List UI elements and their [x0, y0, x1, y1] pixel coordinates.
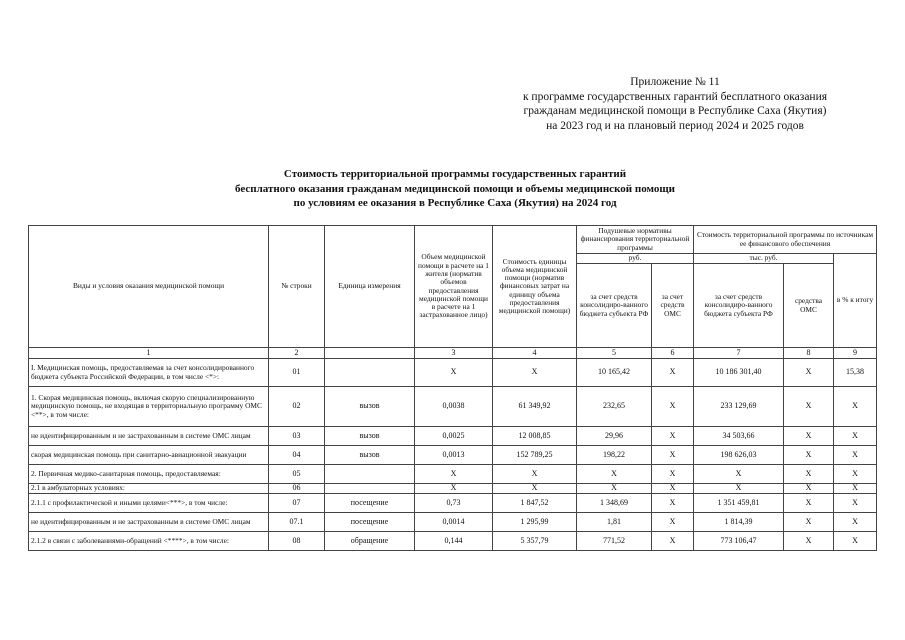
cell-pc-budget: Х [577, 465, 652, 484]
cell-t-oms: Х [784, 446, 834, 465]
column-number: 5 [577, 348, 652, 359]
table-row [29, 465, 877, 484]
cell-pc-oms: Х [652, 494, 694, 513]
cell-unit: вызов [325, 387, 415, 427]
cell-name: не идентифицированным и не застрахованным в системе ОМС лицам [29, 427, 269, 446]
cell-volume: 0,73 [415, 494, 493, 513]
cell-name: 2. Первичная медико-санитарная помощь, предоставляемая: [29, 465, 269, 484]
cell-t-budget: 198 626,03 [694, 446, 784, 465]
header-pc-budget: за счет средств консолидиро-ванного бюджета субъекта РФ [577, 264, 652, 348]
cell-name: не идентифицированным и не застрахованным в системе ОМС лицам [29, 513, 269, 532]
cell-unit: вызов [325, 446, 415, 465]
header-kind: Виды и условия оказания медицинской помощи [29, 226, 269, 348]
cell-name: 2.1.1 с профилактической и иными целями<***>, в том числе: [29, 494, 269, 513]
cell-name: 2.1.2 в связи с заболеваниями-обращений <****>, в том числе: [29, 532, 269, 551]
cell-t-pct: Х [834, 387, 877, 427]
header-pc-oms: за счет средств ОМС [652, 264, 694, 348]
column-number: 2 [269, 348, 325, 359]
cell-t-budget: 10 186 301,40 [694, 359, 784, 387]
table-row [29, 494, 877, 513]
cell-t-oms: Х [784, 465, 834, 484]
appendix-line-1: Приложение № 11 [630, 76, 720, 88]
cell-volume: 0,0025 [415, 427, 493, 446]
header-total-budget: за счет средств консолидиро-ванного бюджета субъекта РФ [694, 264, 784, 348]
header-unit: Единица измерения [325, 226, 415, 348]
cell-t-oms: Х [784, 484, 834, 494]
cell-t-pct: Х [834, 513, 877, 532]
cell-t-oms: Х [784, 359, 834, 387]
header-total-pct: в % к итогу [834, 254, 877, 348]
cell-t-budget: 233 129,69 [694, 387, 784, 427]
cell-pc-oms: Х [652, 513, 694, 532]
cell-unit: обращение [325, 532, 415, 551]
cell-t-oms: Х [784, 494, 834, 513]
header-row-no: № строки [269, 226, 325, 348]
cell-pc-oms: Х [652, 532, 694, 551]
cell-pc-budget: 771,52 [577, 532, 652, 551]
cell-no: 01 [269, 359, 325, 387]
cell-name: 1. Скорая медицинская помощь, включая скорую специализированную медицинскую помощь, не входящая в территориальную программу ОМС <**>, в том числе: [29, 387, 269, 427]
cell-cost: 12 008,85 [493, 427, 577, 446]
cell-no: 08 [269, 532, 325, 551]
cell-unit: посещение [325, 494, 415, 513]
cell-no: 05 [269, 465, 325, 484]
column-number: 4 [493, 348, 577, 359]
cell-volume: 0,0013 [415, 446, 493, 465]
appendix-line-3: гражданам медицинской помощи в Республике Саха (Якутия) [523, 105, 827, 117]
cell-pc-oms: Х [652, 465, 694, 484]
cell-t-budget: 34 503,66 [694, 427, 784, 446]
cell-t-pct: 15,38 [834, 359, 877, 387]
cell-unit [325, 359, 415, 387]
cell-pc-budget: 10 165,42 [577, 359, 652, 387]
column-number-row [29, 348, 877, 359]
cell-cost: Х [493, 359, 577, 387]
appendix-header [480, 75, 870, 133]
cell-t-pct: Х [834, 446, 877, 465]
column-number: 7 [694, 348, 784, 359]
cell-no: 02 [269, 387, 325, 427]
cell-t-oms: Х [784, 387, 834, 427]
cell-pc-oms: Х [652, 427, 694, 446]
cell-name: I. Медицинская помощь, предоставляемая за счет консолидированного бюджета субъекта Российской Федерации, в том числе <*>: [29, 359, 269, 387]
cell-volume: Х [415, 465, 493, 484]
cell-t-budget: 773 106,47 [694, 532, 784, 551]
column-number: 1 [29, 348, 269, 359]
cell-cost: 61 349,92 [493, 387, 577, 427]
cell-t-pct: Х [834, 494, 877, 513]
cell-pc-oms: Х [652, 484, 694, 494]
table-row [29, 532, 877, 551]
header-total-unit: тыс. руб. [694, 254, 834, 264]
document-title [20, 167, 890, 211]
cell-no: 06 [269, 484, 325, 494]
cell-unit [325, 484, 415, 494]
cell-t-oms: Х [784, 513, 834, 532]
header-volume: Объем медицинской помощи в расчете на 1 жителя (норматив объемов предоставления медицинской помощи в расчете на 1 застрахованное лицо) [415, 226, 493, 348]
cell-volume: 0,0038 [415, 387, 493, 427]
cell-cost: 152 789,25 [493, 446, 577, 465]
cell-t-budget: 1 814,39 [694, 513, 784, 532]
cell-pc-oms: Х [652, 446, 694, 465]
cell-volume: 0,144 [415, 532, 493, 551]
cell-name: 2.1 в амбулаторных условиях: [29, 484, 269, 494]
cell-pc-oms: Х [652, 387, 694, 427]
title-line-2: бесплатного оказания гражданам медицинской помощи и объемы медицинской помощи [235, 182, 675, 195]
cell-pc-budget: 198,22 [577, 446, 652, 465]
header-cost: Стоимость единицы объема медицинской помощи (норматив финансовых затрат на единицу объема предоставления медицинской помощи) [493, 226, 577, 348]
cell-cost: 5 357,79 [493, 532, 577, 551]
header-per-capita: Подушевые нормативы финансирования территориальной программы [577, 226, 694, 254]
cell-t-pct: Х [834, 427, 877, 446]
cell-pc-oms: Х [652, 359, 694, 387]
cell-cost: 1 847,52 [493, 494, 577, 513]
table-row [29, 427, 877, 446]
cell-t-pct: Х [834, 532, 877, 551]
cell-unit: вызов [325, 427, 415, 446]
cell-t-pct: Х [834, 465, 877, 484]
cell-pc-budget: 1,81 [577, 513, 652, 532]
cell-pc-budget: Х [577, 484, 652, 494]
cell-t-budget: 1 351 459,81 [694, 494, 784, 513]
cell-no: 07.1 [269, 513, 325, 532]
cell-no: 04 [269, 446, 325, 465]
table-row [29, 446, 877, 465]
table-row [29, 359, 877, 387]
cell-pc-budget: 29,96 [577, 427, 652, 446]
table-row [29, 387, 877, 427]
title-line-1: Стоимость территориальной программы государственных гарантий [283, 168, 627, 180]
cell-cost: 1 295,99 [493, 513, 577, 532]
cell-volume: 0,0014 [415, 513, 493, 532]
column-number: 6 [652, 348, 694, 359]
header-total-oms: средства ОМС [784, 264, 834, 348]
cell-no: 03 [269, 427, 325, 446]
table-row [29, 484, 877, 494]
cell-t-oms: Х [784, 532, 834, 551]
cell-cost: Х [493, 484, 577, 494]
appendix-line-4: на 2023 год и на плановый период 2024 и 2025 годов [546, 119, 804, 132]
title-line-3: по условиям ее оказания в Республике Саха (Якутия) на 2024 год [293, 197, 617, 209]
column-number: 8 [784, 348, 834, 359]
cell-cost: Х [493, 465, 577, 484]
cell-unit: посещение [325, 513, 415, 532]
cell-volume: Х [415, 359, 493, 387]
column-number [325, 348, 415, 359]
table-row [29, 513, 877, 532]
cell-unit [325, 465, 415, 484]
cell-pc-budget: 232,65 [577, 387, 652, 427]
cell-name: скорая медицинская помощь при санитарно-авиационной эвакуации [29, 446, 269, 465]
cell-no: 07 [269, 494, 325, 513]
program-cost-table [28, 225, 877, 551]
cell-pc-budget: 1 348,69 [577, 494, 652, 513]
column-number: 3 [415, 348, 493, 359]
cell-t-oms: Х [784, 427, 834, 446]
header-per-capita-unit: руб. [577, 254, 694, 264]
appendix-line-2: к программе государственных гарантий бесплатного оказания [522, 90, 828, 103]
header-total: Стоимость территориальной программы по источникам ее финансового обеспечения [694, 226, 877, 254]
cell-t-budget: Х [694, 465, 784, 484]
cell-t-budget: Х [694, 484, 784, 494]
cell-t-pct: Х [834, 484, 877, 494]
cell-volume: Х [415, 484, 493, 494]
column-number: 9 [834, 348, 877, 359]
